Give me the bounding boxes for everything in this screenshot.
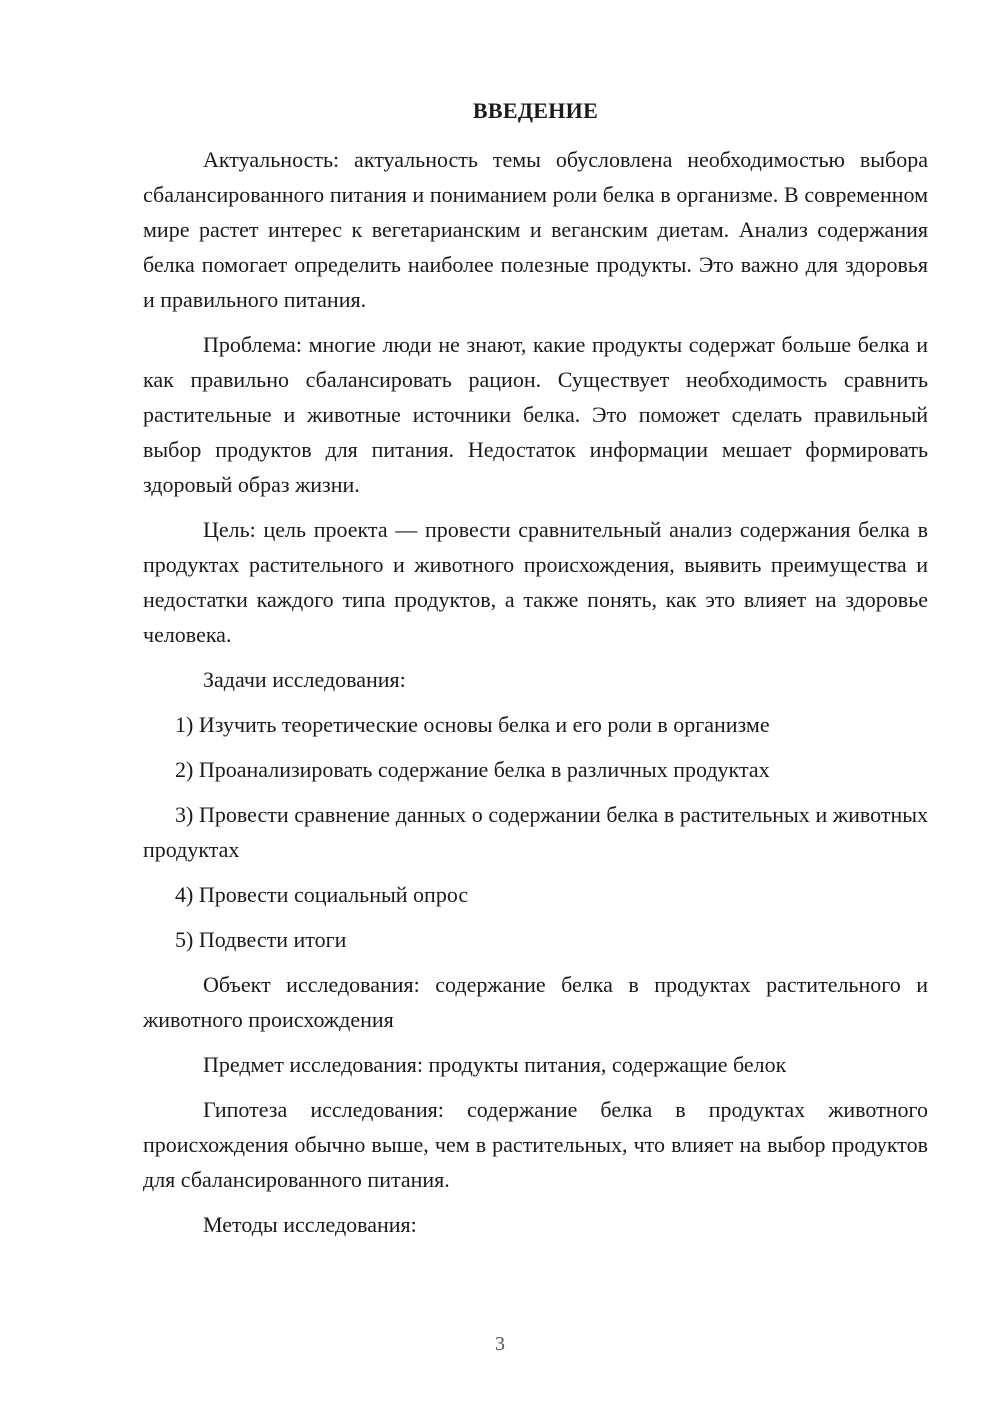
tasks-heading: Задачи исследования:: [203, 667, 406, 692]
list-item: 1) Изучить теоретические основы белка и его роли в организме: [175, 712, 770, 737]
paragraph-relevance: Актуальность: актуальность темы обусловлена необходимостью выбора сбалансированного питания и пониманием роли белка в организме. В современном мире растет интерес к вегетарианским и веганским диетам. Анализ содержания белка помогает определить наиболее полезные продукты. Это важно для здоровья и правильного питания.: [143, 147, 928, 312]
methods-heading: Методы исследования:: [203, 1212, 417, 1237]
list-item: 5) Подвести итоги: [175, 927, 347, 952]
paragraph-object: Объект исследования: содержание белка в продуктах растительного и животного происхождения: [143, 972, 928, 1032]
tasks-list: [143, 707, 928, 957]
list-item: 2) Проанализировать содержание белка в различных продуктах: [175, 757, 770, 782]
list-item: 4) Провести социальный опрос: [175, 882, 469, 907]
page-title: ВВЕДЕНИЕ: [472, 98, 599, 123]
list-item: 3) Провести сравнение данных о содержании белка в растительных и животных продуктах: [143, 802, 928, 862]
paragraph-goal: Цель: цель проекта — провести сравнительный анализ содержания белка в продуктах растительного и животного происхождения, выявить преимущества и недостатки каждого типа продуктов, а также понять, как это влияет на здоровье человека.: [143, 517, 928, 647]
document-page: [143, 94, 928, 1252]
paragraph-problem: Проблема: многие люди не знают, какие продукты содержат больше белка и как правильно сбалансировать рацион. Существует необходимость сравнить растительные и животные источники белка. Это поможет сделать правильный выбор продуктов для питания. Недостаток информации мешает формировать здоровый образ жизни.: [143, 332, 928, 497]
paragraph-hypothesis: Гипотеза исследования: содержание белка в продуктах животного происхождения обычно выше, чем в растительных, что влияет на выбор продуктов для сбалансированного питания.: [143, 1097, 928, 1192]
page-number: 3: [495, 1333, 505, 1355]
paragraph-subject: Предмет исследования: продукты питания, содержащие белок: [203, 1052, 787, 1077]
